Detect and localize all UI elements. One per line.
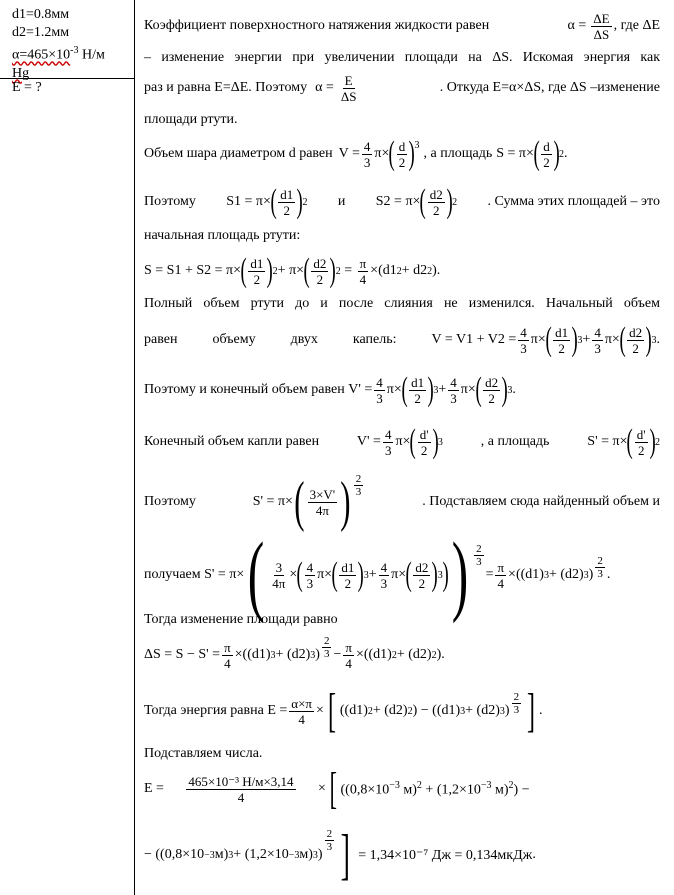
- text: . Сумма этих площадей – это: [487, 194, 660, 209]
- text: Объем шара диаметром d равен: [144, 146, 333, 161]
- text: . Подставляем сюда найденный объем и: [422, 494, 660, 509]
- p9-formula: ΔS = S − S' = $\frac{\pi}{4}$ ×((d1) 3 + (d2) 3 ) $\frac{2}{3}$ − $\frac{\pi}{4}$ ×((d1) 2 + (d2) 2 ).: [144, 634, 445, 671]
- p4-line2: равен объему двух капель: V = V1 + V2 = $\frac{4}{3}$ π× ( $\frac{d1}{2}$ ) 3 + $\frac{4}{3}$ π× ( $\frac{d2}{2}$ ) 3 .: [144, 321, 660, 358]
- text: Поэтому: [144, 494, 196, 509]
- text: и: [337, 194, 346, 209]
- p1-line1: Коэффициент поверхностного натяжения жидкости равен α = $\frac{\Delta E}{\Delta S}$ , где ΔE: [144, 8, 660, 44]
- find-label: E = ?: [12, 80, 42, 95]
- alpha-unit: Н/м: [78, 47, 105, 63]
- p11-line: Подставляем числа.: [144, 746, 263, 761]
- text: двух: [290, 332, 318, 347]
- p5-line: Поэтому и конечный объем равен V' = $\frac{4}{3}$ π× ( $\frac{d1}{2}$ ) 3 + $\frac{4}{3}$ π× ( $\frac{d2}{2}$ ) 3 .: [144, 371, 516, 408]
- p1-line3: раз и равна E=ΔE. Поэтому α = $\frac{E}{\Delta S}$ . Откуда E=α×ΔS, где ΔS –изменение: [144, 70, 660, 106]
- p8-line: получаем S' = π× ( $\frac{3}{4\pi}$ × ( $\frac{4}{3}$ π× ( $\frac{d1}{2}$ ) 3 + $\frac{4}{3}$ π× ( $\frac{d2}{2}$ ) 3 ) ) $\frac{2}{3}$ = $\frac{\pi}{4}$ ×((d1) 3 + (d2) 3 ) $\frac{2}{3}$ .: [144, 525, 611, 624]
- text: равен: [144, 332, 178, 347]
- given-substance: Hg: [12, 65, 30, 81]
- p9-line: Тогда изменение площади равно: [144, 612, 338, 627]
- given-d2: d2=1.2мм: [12, 25, 70, 40]
- alpha-exponent: -3: [70, 45, 79, 56]
- text: , а площадь: [423, 146, 493, 161]
- text: Коэффициент поверхностного натяжения жидкости равен: [144, 18, 490, 33]
- p3-formula: S = S1 + S2 = π× ( $\frac{d1}{2}$ ) 2 + π× ( $\frac{d2}{2}$ ) 2 = $\frac{\pi}{4}$ ×(d1 2 + d2 2 ).: [144, 252, 441, 289]
- text: , а площадь: [480, 434, 550, 449]
- text: Поэтому: [144, 194, 196, 209]
- given-alpha: [12, 42, 105, 65]
- given-block: [12, 6, 105, 83]
- text: капель:: [352, 332, 397, 347]
- text: , где ΔE: [613, 18, 660, 33]
- p11-formula1: E = $\frac{\text{465×10⁻³ Н/м×3,14}}{4}$ × [ (($0,8\times 10^{-3}$ $м)^2 + (1,2\times 10^{-3}$ м)$^2$) −: [144, 764, 530, 813]
- p1-line2: – изменение энергии при увеличении площади на ΔS. Искомая энергия как: [144, 50, 660, 65]
- p3-line1: Поэтому S1 = π× ( $\frac{d1}{2}$ ) 2 и S2 = π× ( $\frac{d2}{2}$ ) 2 . Сумма этих площадей – это: [144, 183, 660, 220]
- vertical-divider: [134, 0, 135, 895]
- text: Конечный объем капли равен: [144, 434, 320, 449]
- p3-line2: начальная площадь ртути:: [144, 228, 301, 243]
- text: Поэтому и конечный объем равен: [144, 382, 345, 397]
- p4-line1: Полный объем ртути до и после слияния не изменился. Начальный объем: [144, 296, 660, 311]
- alpha-value: α=465×10: [12, 47, 71, 63]
- p7-line: Поэтому S' = π× ( $\frac{3\times V'}{4\pi}$ ) $\frac{2}{3}$ . Подставляем сюда найденный объем и: [144, 471, 660, 533]
- p11-formula2: − ((0,8×10 −3 м) 3 + (1,2×10 −3 м) 3 ) $\frac{2}{3}$ ] = 1,34×10⁻⁷ Дж = 0,134мкДж .: [144, 824, 536, 886]
- p10-line: Тогда энергия равна E = $\frac{\alpha\times\pi}{4}$ × [ ((d1) 2 + (d2) 2 ) − ((d1) 3 + (d2) 3 ) $\frac{2}{3}$ ] .: [144, 684, 543, 737]
- result: = 1,34×10⁻⁷ Дж = 0,134мкДж: [358, 847, 533, 863]
- text: Тогда энергия равна: [144, 703, 264, 718]
- text: объему: [212, 332, 256, 347]
- p2-line: Объем шара диаметром d равен V = $\frac{4}{3}$ π× ( $\frac{d}{2}$ ) $^3$ , а площадь S = π× ( $\frac{d}{2}$ ) 2 .: [144, 135, 568, 172]
- p1-line4: площади ртути.: [144, 112, 238, 127]
- fraction: $\frac{\Delta E}{\Delta S}$: [593, 10, 610, 42]
- p6-line: Конечный объем капли равен V' = $\frac{4}{3}$ π× ( $\frac{d'}{2}$ ) 3 , а площадь S' = π× ( $\frac{d'}{2}$ ) 2: [144, 423, 660, 460]
- given-d1: d1=0.8мм: [12, 7, 70, 22]
- text: получаем: [144, 567, 201, 582]
- text: раз и равна E=ΔE. Поэтому: [144, 80, 308, 95]
- text: . Откуда E=α×ΔS, где ΔS –изменение: [439, 80, 660, 95]
